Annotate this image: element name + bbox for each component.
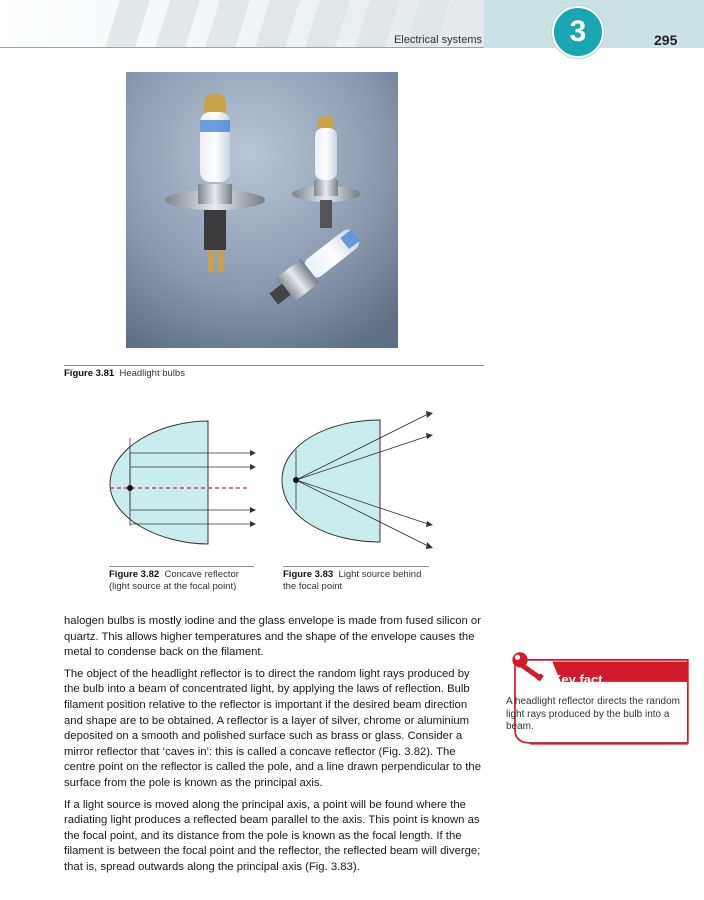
paragraph: If a light source is moved along the principal axis, a point will be found where the radiating light produces a reflected beam parallel to the axis. This point is known as the focal point, and its distance from the pole is known as the focal length. If the filament is between the focal point and the reflector, the reflected beam will diverge; that is, spread outwards along the principal axis (Fig. 3.83). — [64, 798, 481, 873]
figure-caption-line2: the focal point — [283, 581, 343, 592]
key-fact-title: Key fact — [552, 672, 603, 687]
figure-caption-text: Headlight bulbs — [119, 368, 185, 379]
chapter-number: 3 — [569, 15, 587, 48]
figure-3-83-caption — [283, 569, 421, 593]
figure-3-81-caption — [64, 368, 185, 380]
light-source-behind-focal-point-diagram — [278, 408, 438, 558]
body-text — [64, 614, 484, 882]
figure-caption-line1: Concave reflector — [164, 569, 239, 580]
headlight-bulbs-photo — [126, 72, 398, 348]
figure-3-83-rule — [283, 566, 429, 567]
header-rule — [0, 47, 484, 48]
page-number: 295 — [654, 32, 678, 48]
figure-3-82-rule — [109, 566, 254, 567]
figure-label: Figure 3.81 — [64, 368, 115, 379]
figure-label: Figure 3.82 — [109, 569, 160, 580]
concave-reflector-diagram — [100, 418, 260, 558]
paragraph: halogen bulbs is mostly iodine and the glass envelope is made from fused silicon or quartz. This allows higher temperatures and the shape of the envelope causes the metal to condense back on the filament. — [64, 615, 481, 659]
key-fact-text: A headlight reflector directs the random light rays produced by the bulb into a beam. — [506, 696, 680, 732]
section-title: Electrical systems — [393, 34, 482, 46]
chapter-badge — [552, 6, 604, 58]
figure-label: Figure 3.83 — [283, 569, 334, 580]
figure-caption-line1: Light source behind — [338, 569, 422, 580]
figure-3-82-caption — [109, 569, 239, 593]
figure-caption-line2: (light source at the focal point) — [109, 581, 237, 592]
figure-3-81-rule — [64, 365, 484, 366]
paragraph: The object of the headlight reflector is to direct the random light rays produced by the bulb into a beam of concentrated light, by applying the laws of reflection. Bulb filament position relative to the reflector is important if the desired beam direction and shape are to be obtained. A reflector is a layer of silver, chrome or aluminium deposited on a smooth and polished surface such as brass or glass. Consider a mirror reflector that ‘caves in’: this is called a concave reflector (Fig. 3.82). The centre point on the reflector is called the pole, and a line drawn perpendicular to the surface from the pole is known as the principal axis. — [64, 667, 481, 789]
